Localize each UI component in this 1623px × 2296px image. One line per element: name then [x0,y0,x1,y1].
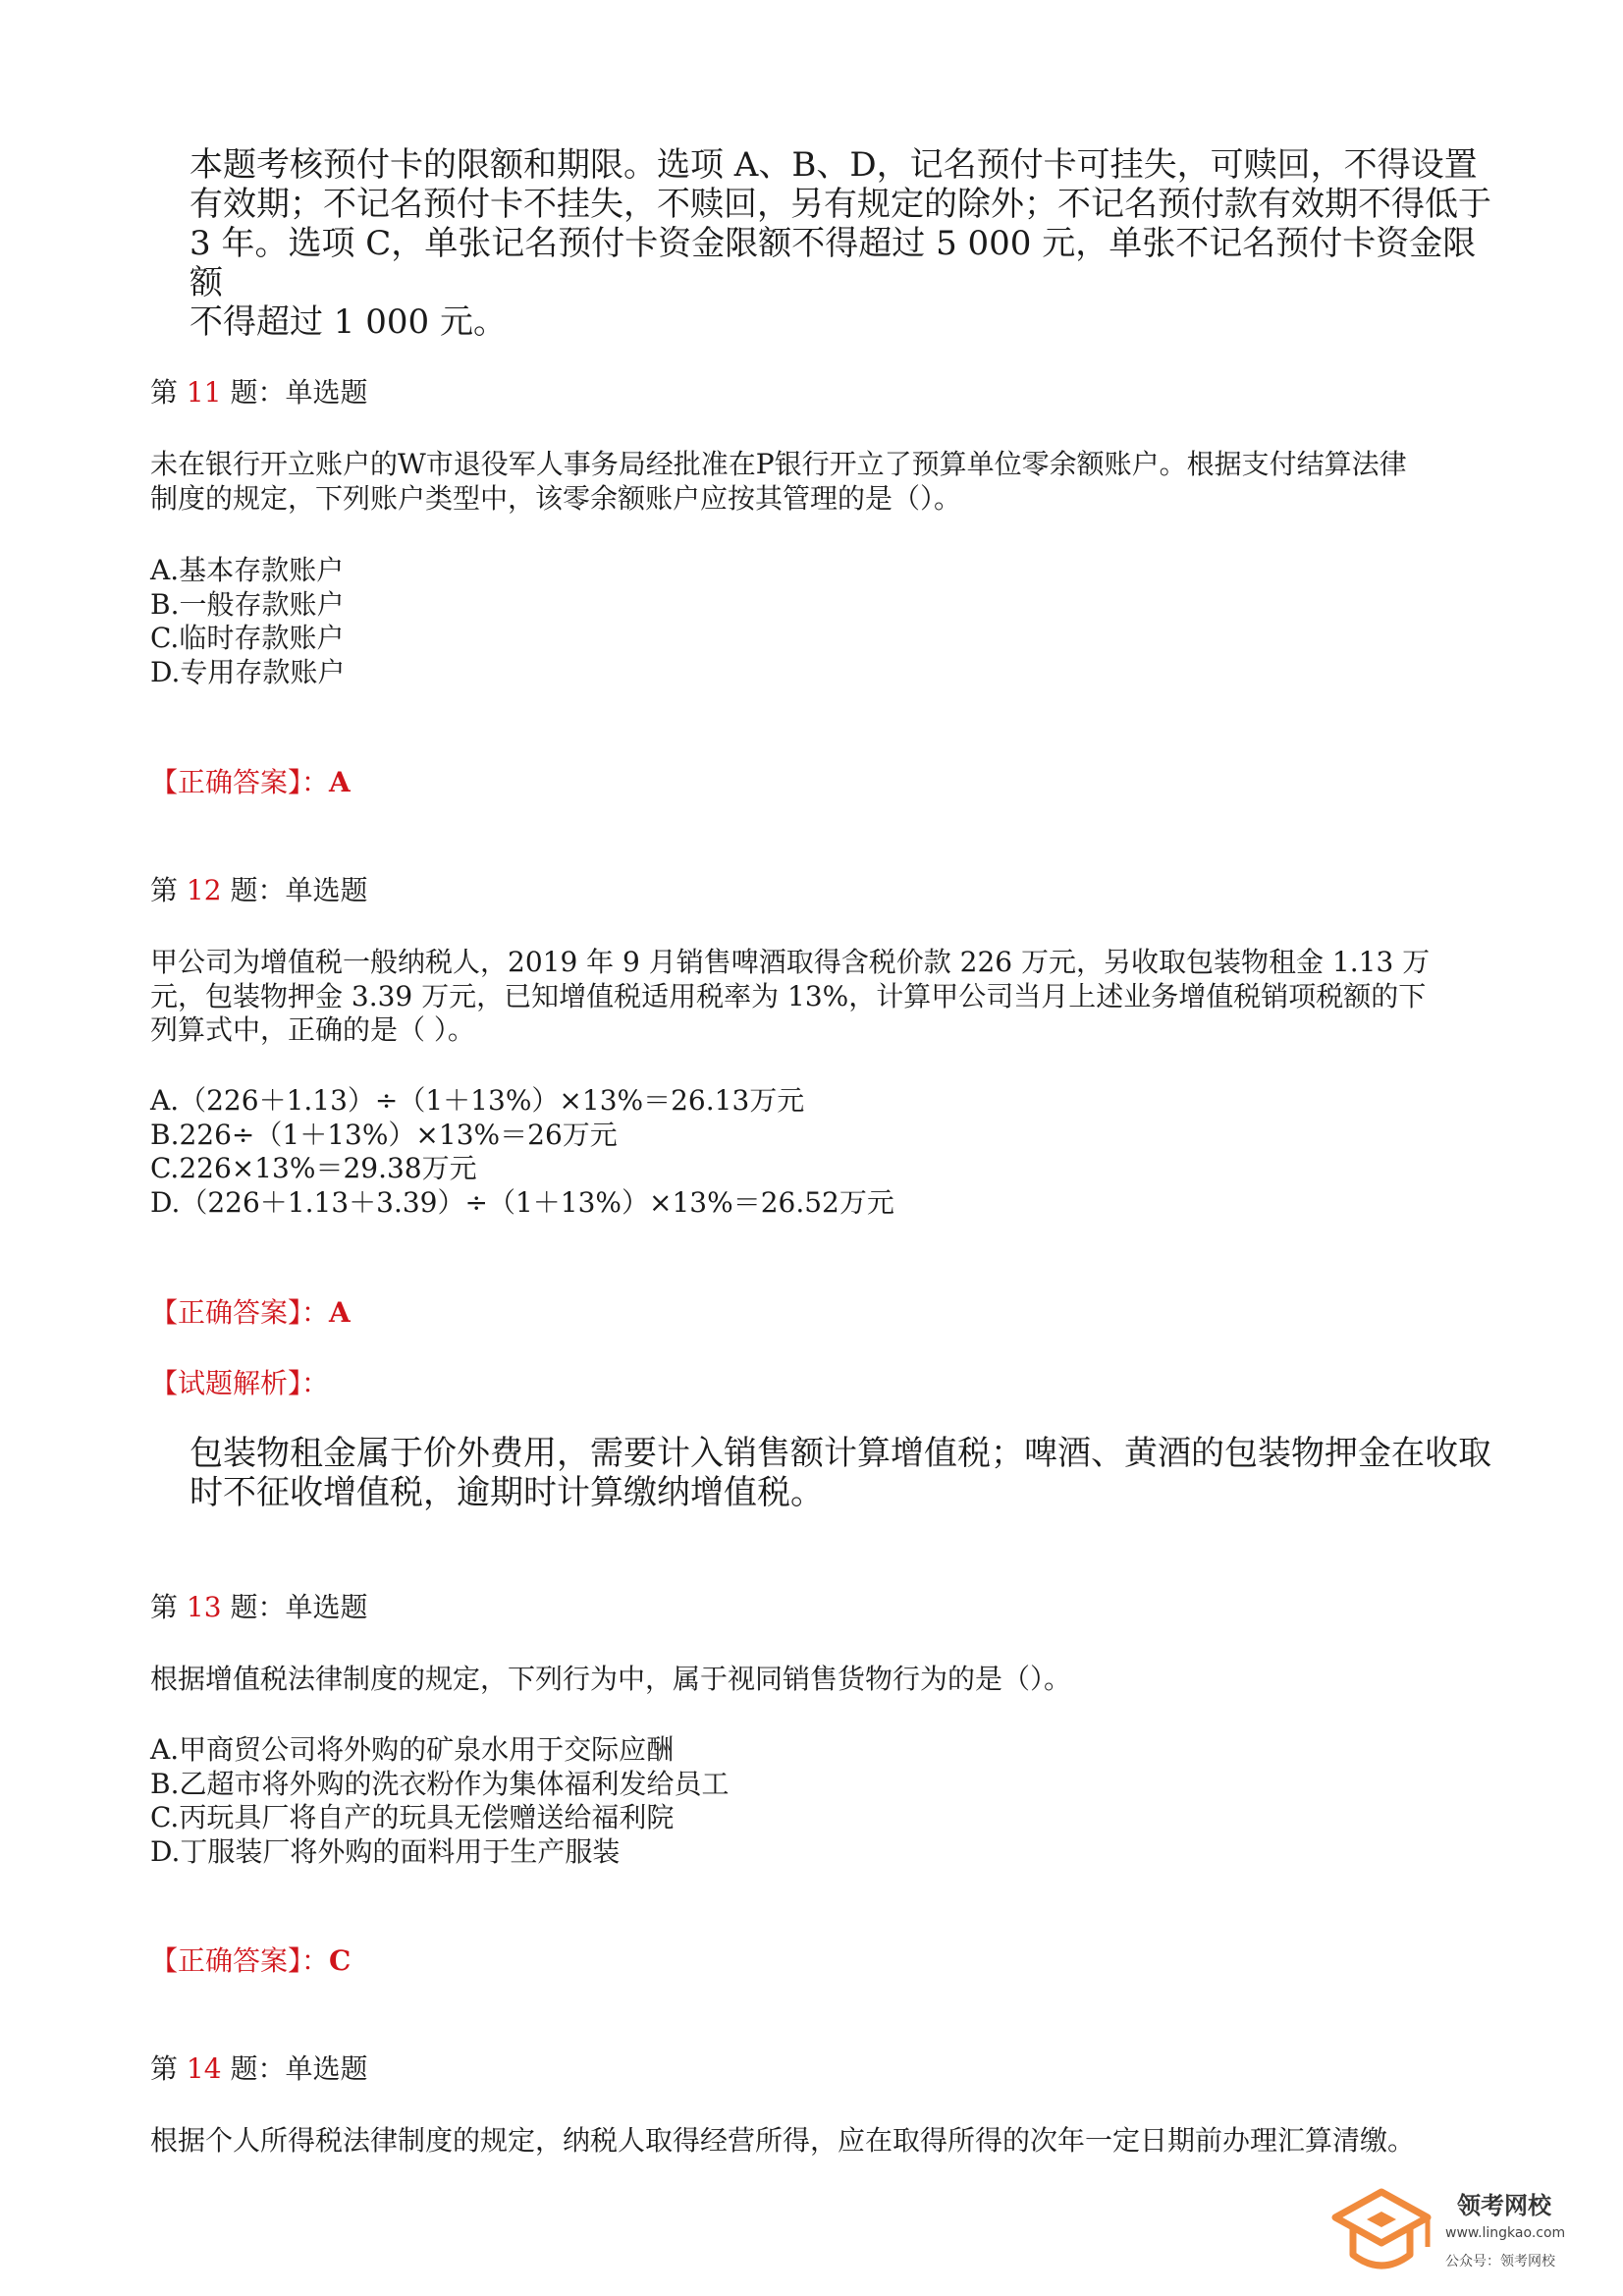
question-number: 11 [186,376,222,409]
question-number: 14 [186,2052,222,2085]
option-c: C.临时存款账户 [150,622,345,654]
analysis-line: 3 年。选项 C，单张记名预付卡资金限额不得超过 5 000 元，单张不记名预付卡资金限额 [189,224,1477,302]
question-11-options [150,554,345,689]
question-prefix: 第 [150,2052,179,2085]
stem-line: 根据个人所得税法律制度的规定，纳税人取得经营所得，应在取得所得的次年一定日期前办理汇算清缴。 [150,2124,1416,2157]
logo-wechat: 公众号：领考网校 [1445,2254,1555,2269]
question-12-analysis [189,1434,1505,1512]
question-14-title [150,2052,367,2086]
question-11-title [150,376,367,410]
question-13-answer [150,1944,351,1978]
stem-line: 制度的规定，下列账户类型中，该零余额账户应按其管理的是（）。 [150,481,962,515]
graduation-cap-icon [1327,2178,1435,2286]
question-13-title [150,1591,367,1624]
stem-line: 未在银行开立账户的W市退役军人事务局经批准在P银行开立了预算单位零余额账户。根据支付结算法律 [150,448,1407,480]
option-c: C.丙玩具厂将自产的玩具无偿赠送给福利院 [150,1801,675,1833]
answer-value: A [329,766,351,798]
question-11-stem [150,448,1544,516]
brand-logo [1327,2178,1583,2286]
question-type: 题：单选题 [230,2052,368,2085]
question-type: 题：单选题 [230,874,368,906]
option-b: B.226÷（1＋13%）×13%＝26万元 [150,1118,618,1151]
question-prefix: 第 [150,874,179,906]
question-11-answer [150,766,351,799]
answer-label: 【正确答案】： [150,1296,330,1329]
question-prefix: 第 [150,1591,179,1623]
answer-label: 【正确答案】： [150,1944,330,1977]
question-13-options [150,1733,729,1869]
question-14-stem [150,2124,1564,2159]
stem-line: 元，包装物押金 3.39 万元，已知增值税适用税率为 13%，计算甲公司当月上述业务增值税销项税额的下 [150,979,1427,1012]
question-type: 题：单选题 [230,1591,368,1623]
analysis-line: 本题考核预付卡的限额和期限。选项 A、B、D，记名预付卡可挂失，可赎回，不得设置 [189,145,1478,185]
option-b: B.一般存款账户 [150,587,345,621]
logo-name: 领考网校 [1457,2192,1551,2219]
question-12-answer [150,1296,351,1330]
question-prefix: 第 [150,376,179,409]
analysis-line: 不得超过 1 000 元。 [189,302,507,342]
question-12-stem [150,946,1544,1048]
previous-analysis [189,145,1505,342]
option-d: D.（226＋1.13＋3.39）÷（1＋13%）×13%＝26.52万元 [150,1185,894,1219]
stem-line: 列算式中，正确的是（ ）。 [150,1013,475,1046]
answer-label: 【正确答案】： [150,766,330,798]
option-c: C.226×13%＝29.38万元 [150,1152,477,1184]
question-12-analysis-label [150,1367,329,1400]
answer-value: A [329,1296,351,1329]
question-number: 13 [186,1591,222,1623]
analysis-line: 包装物租金属于价外费用，需要计入销售额计算增值税；啤酒、黄酒的包装物押金在收取 [189,1434,1491,1473]
question-12-title [150,874,367,907]
analysis-line: 有效期；不记名预付卡不挂失，不赎回，另有规定的除外；不记名预付款有效期不得低于 [189,185,1491,224]
logo-url: www.lingkao.com [1445,2225,1566,2241]
option-a: A.甲商贸公司将外购的矿泉水用于交际应酬 [150,1733,675,1766]
option-b: B.乙超市将外购的洗衣粉作为集体福利发给员工 [150,1767,730,1800]
option-d: D.丁服装厂将外购的面料用于生产服装 [150,1834,621,1868]
question-type: 题：单选题 [230,376,368,409]
stem-line: 甲公司为增值税一般纳税人，2019 年 9 月销售啤酒取得含税价款 226 万元，另收取包装物租金 1.13 万 [150,946,1431,978]
stem-line: 根据增值税法律制度的规定，下列行为中，属于视同销售货物行为的是（）。 [150,1663,1072,1695]
analysis-line: 时不征收增值税，逾期时计算缴纳增值税。 [189,1473,824,1512]
question-number: 12 [186,874,222,906]
option-a: A.（226＋1.13）÷（1＋13%）×13%＝26.13万元 [150,1084,805,1117]
question-12-options [150,1084,894,1220]
answer-value: C [329,1944,352,1977]
option-a: A.基本存款账户 [150,554,345,586]
question-13-stem [150,1663,1544,1697]
analysis-label: 【试题解析】： [150,1367,330,1399]
option-d: D.专用存款账户 [150,655,346,688]
